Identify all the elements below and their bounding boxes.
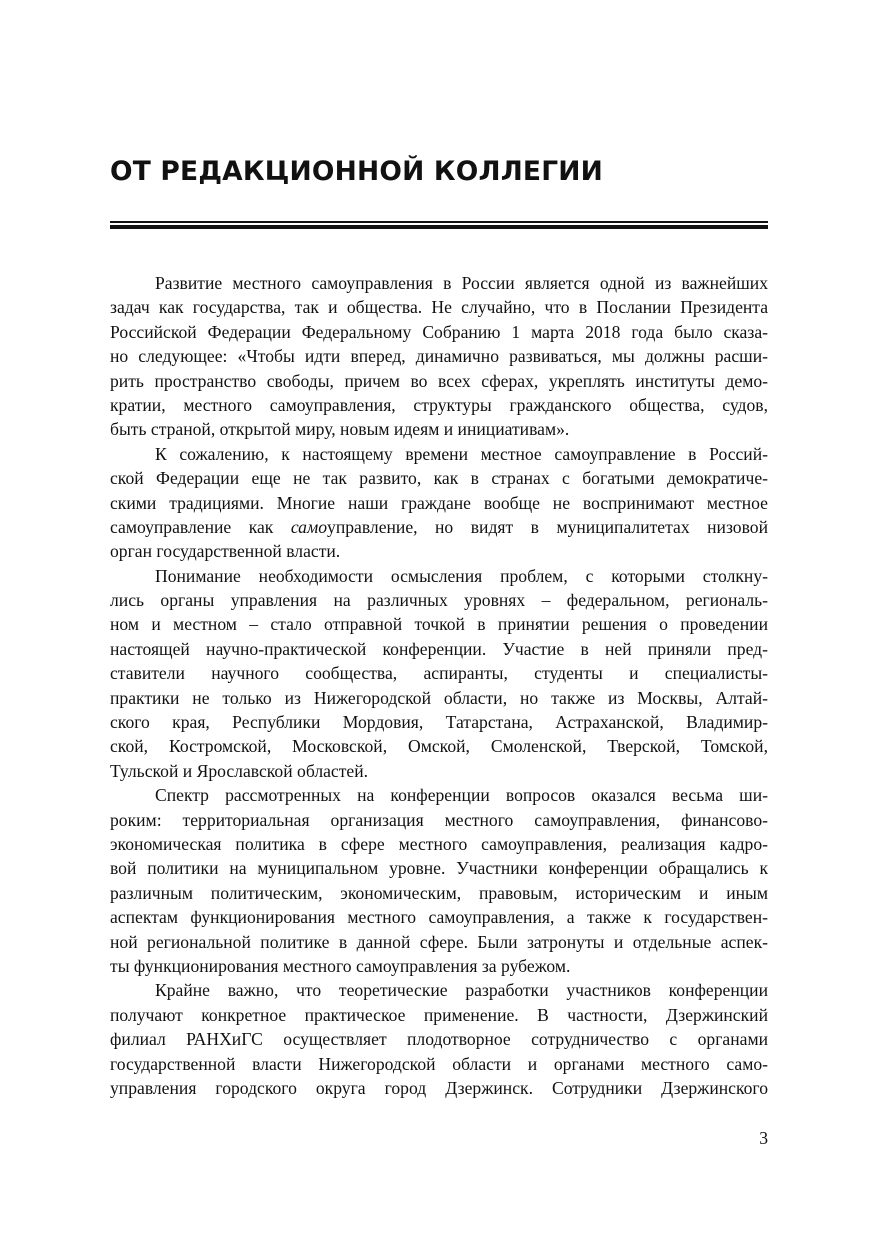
text-line: ты функционирования местного самоуправления за рубежом.: [110, 955, 571, 976]
body-text: [110, 271, 768, 1100]
text-line: управления городского округа город Дзержинск. Сотрудники Дзержинского: [110, 1077, 768, 1098]
text-line: Понимание необходимости осмысления проблем, с которыми столкну-: [155, 565, 768, 586]
text-line: Развитие местного самоуправления в России является одной из важнейших: [155, 273, 768, 293]
text-line: задач как государства, так и общества. Не случайно, что в Послании Президента: [110, 297, 768, 318]
chapter-title: ОТ РЕДАКЦИОННОЙ КОЛЛЕГИИ: [110, 156, 604, 187]
text-line: практики не только из Нижегородской области, но также из Москвы, Алтай-: [110, 687, 768, 708]
text-line: но следующее: «Чтобы идти вперед, динамично развиваться, мы должны расши-: [110, 346, 768, 367]
text-line: ской Федерации еще не так развито, как в странах с богатыми демократиче-: [110, 468, 768, 489]
text-line: Крайне важно, что теоретические разработки участников конференции: [155, 980, 768, 1001]
text-line: Российской Федерации Федеральному Собранию 1 марта 2018 года было сказа-: [110, 321, 768, 342]
text-line: ского края, Республики Мордовия, Татарстана, Астраханской, Владимир-: [110, 712, 768, 733]
title-rule-thin-line: [110, 221, 768, 223]
text-line: филиал РАНХиГС осуществляет плодотворное сотрудничество с органами: [110, 1029, 768, 1050]
paragraph-4: [110, 783, 768, 978]
title-double-rule: [110, 221, 768, 228]
text-line: получают конкретное практическое применение. В частности, Дзержинский: [110, 1004, 768, 1025]
text-line: экономическая политика в сфере местного самоуправления, реализация кадро-: [110, 833, 768, 854]
text-line: настоящей научно-практической конференции. Участие в ней приняли пред-: [110, 638, 768, 659]
text-line: ской, Костромской, Московской, Омской, Смоленской, Тверской, Томской,: [110, 736, 768, 757]
text-line: различным политическим, экономическим, правовым, историческим и иным: [110, 882, 768, 903]
text-line: ставители научного сообщества, аспиранты, студенты и специалисты-: [110, 663, 768, 684]
page-number: 3: [759, 1128, 768, 1148]
text-line: роким: территориальная организация местного самоуправления, финансово-: [110, 809, 768, 830]
text-line: Спектр рассмотренных на конференции вопросов оказался весьма ши-: [155, 785, 768, 806]
paragraph-3: [110, 564, 768, 784]
paragraph-5: [110, 978, 768, 1100]
text-line: рить пространство свободы, причем во всех сферах, укреплять институты демо-: [110, 370, 768, 391]
text-line: ной региональной политике в данной сфере. Были затронуты и отдельные аспек-: [110, 931, 768, 952]
text-line: лись органы управления на различных уровнях – федеральном, региональ-: [110, 590, 768, 611]
text-fragment: самоуправление как: [110, 516, 291, 537]
text-line: орган государственной власти.: [110, 541, 341, 562]
text-line: Тульской и Ярославской областей.: [110, 760, 369, 781]
title-rule-thick-line: [110, 225, 768, 229]
text-line: быть страной, открытой миру, новым идеям и инициативам».: [110, 419, 570, 440]
text-line: К сожалению, к настоящему времени местное самоуправление в Россий-: [155, 443, 768, 464]
text-line: ном и местном – стало отправной точкой в принятии решения о проведении: [110, 614, 768, 635]
text-line-with-emphasis: [110, 515, 768, 539]
text-line: кратии, местного самоуправления, структуры гражданского общества, судов,: [110, 394, 768, 415]
paragraph-1: [110, 271, 768, 442]
text-line: скими традициями. Многие наши граждане вообще не воспринимают местное: [110, 492, 768, 513]
text-line: государственной власти Нижегородской области и органами местного само-: [110, 1053, 768, 1074]
paragraph-2: [110, 442, 768, 564]
text-line: вой политики на муниципальном уровне. Участники конференции обращались к: [110, 858, 768, 879]
text-line: аспектам функционирования местного самоуправления, а также к государствен-: [110, 907, 768, 928]
text-fragment: управление, но видят в муниципалитетах низовой: [327, 516, 768, 537]
emphasized-text: само: [290, 516, 328, 537]
